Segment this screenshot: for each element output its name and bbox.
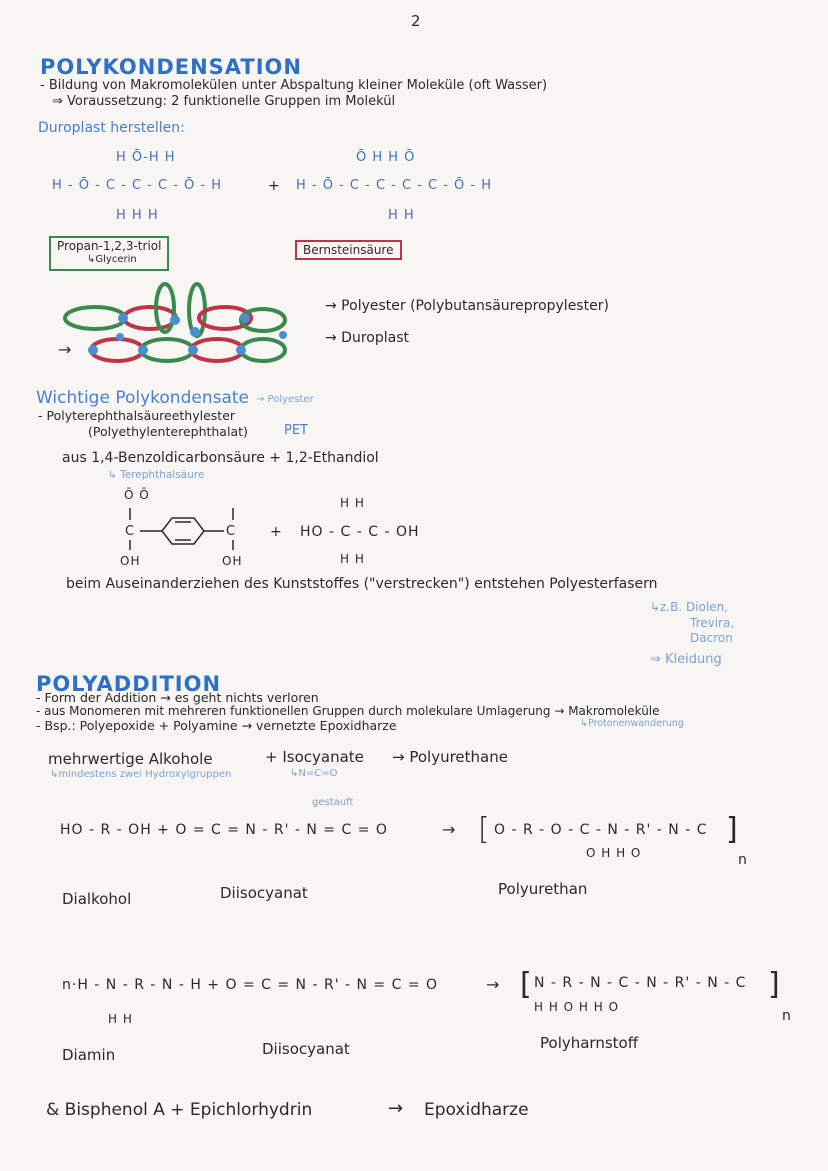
benzene-ring bbox=[120, 500, 250, 560]
heading-polykondensation: POLYKONDENSATION bbox=[40, 55, 302, 79]
label-diisocyanat-2: Diisocyanat bbox=[262, 1040, 350, 1058]
polyaddition-line2: - aus Monomeren mit mehreren funktionellen Gruppen durch molekulare Umlagerung → Makromoleküle bbox=[36, 704, 660, 718]
bisphenol-line: & Bisphenol A + Epichlorhydrin bbox=[46, 1100, 313, 1120]
polymer-network-illustration bbox=[55, 280, 295, 375]
label-polyharnstoff: Polyharnstoff bbox=[540, 1034, 639, 1052]
bracket-right-1: ] bbox=[726, 812, 739, 847]
terephthalsaeure-note: ↳ Terephthalsäure bbox=[108, 469, 205, 481]
polyesterfasern-line: beim Auseinanderziehen des Kunststoffes ("verstrecken") entstehen Polyesterfasern bbox=[66, 576, 658, 592]
box-propantriol bbox=[49, 236, 169, 271]
duroplast-label: Duroplast herstellen: bbox=[38, 120, 185, 136]
reaction1-product-sub: O H H O bbox=[586, 846, 642, 860]
pet-fullname: - Polyterephthalsäureethylester bbox=[38, 408, 236, 423]
fasern-note-1: ↳z.B. Diolen, bbox=[650, 600, 729, 614]
page-number: 2 bbox=[411, 12, 421, 30]
glycerin-label: ↳Glycerin bbox=[87, 254, 137, 265]
reaction2-reactants: n·H - N - R - N - H + O = C = N - R' - N = C = O bbox=[62, 977, 439, 993]
ethandiol-bottom: H H bbox=[340, 552, 365, 566]
reaction2-reactants-sub: H H bbox=[108, 1012, 133, 1026]
label-polyurethan: Polyurethan bbox=[498, 880, 588, 898]
box-bernsteinsaeure: Bernsteinsäure bbox=[295, 240, 402, 260]
tere-oh-right: OH bbox=[222, 554, 243, 568]
result-polyester: → Polyester (Polybutansäurepropylester) bbox=[325, 298, 609, 314]
label-diisocyanat-1: Diisocyanat bbox=[220, 884, 308, 902]
bracket-right-2: ] bbox=[768, 967, 781, 1002]
heading-polykondensate: Wichtige Polykondensate bbox=[36, 388, 249, 408]
polyaddition-line3: - Bsp.: Polyepoxide + Polyamine → vernetzte Epoxidharze bbox=[36, 718, 397, 733]
propantriol-label: Propan-1,2,3-triol bbox=[57, 239, 162, 253]
eq-isocyanate-note: ↳N=C=O bbox=[290, 768, 338, 779]
bracket-left-1: [ bbox=[478, 812, 491, 847]
polyaddition-line1: - Form der Addition → es geht nichts verloren bbox=[36, 690, 319, 705]
ethandiol-top: H H bbox=[340, 496, 365, 510]
fasern-note-3: Dacron bbox=[690, 631, 733, 645]
pet-abbreviation: PET bbox=[284, 423, 308, 438]
bisphenol-arrow: → bbox=[388, 1098, 404, 1119]
bernstein-formula: H - Ō - C - C - C - C - Ō - H bbox=[296, 178, 493, 193]
plus-sign-2: + bbox=[270, 524, 283, 540]
reaction2-product: N - R - N - C - N - R' - N - C bbox=[534, 975, 747, 991]
reaction2-arrow: → bbox=[486, 975, 501, 994]
tere-top: Ō Ō bbox=[124, 488, 150, 502]
aus-line: aus 1,4-Benzoldicarbonsäure + 1,2-Ethandiol bbox=[62, 450, 379, 466]
reaction1-reactants: HO - R - OH + O = C = N - R' - N = C = O bbox=[60, 822, 388, 838]
glycerin-formula: H - Ō - C - C - C - Ō - H bbox=[52, 178, 222, 193]
eq-mehrwertige-alkohole: mehrwertige Alkohole bbox=[48, 750, 213, 768]
plus-sign: + bbox=[268, 178, 281, 194]
result-duroplast: → Duroplast bbox=[325, 330, 409, 346]
pet-subname: (Polyethylenterephthalat) bbox=[88, 424, 248, 439]
fasern-note-2: Trevira, bbox=[690, 616, 735, 630]
reaction1-product: O - R - O - C - N - R' - N - C bbox=[494, 822, 708, 838]
arrow-left: → bbox=[58, 340, 73, 359]
polykondensation-line2: ⇒ Voraussetzung: 2 funktionelle Gruppen im Molekül bbox=[52, 94, 396, 109]
reaction2-n: n bbox=[782, 1008, 792, 1024]
eq-polyurethane: → Polyurethane bbox=[392, 748, 508, 766]
gestauft-note: gestauft bbox=[312, 797, 354, 808]
epoxidharze-result: Epoxidharze bbox=[424, 1100, 529, 1120]
bernstein-top: Ō H H Ō bbox=[356, 150, 416, 165]
polykondensation-line1: - Bildung von Makromolekülen unter Abspaltung kleiner Moleküle (oft Wasser) bbox=[40, 78, 548, 93]
ethandiol-formula: HO - C - C - OH bbox=[300, 524, 420, 540]
kleidung-note: ⇒ Kleidung bbox=[650, 652, 722, 667]
bernstein-bottom: H H bbox=[388, 208, 415, 223]
eq-alkohole-note: ↳mindestens zwei Hydroxylgruppen bbox=[50, 769, 232, 780]
reaction1-n: n bbox=[738, 852, 748, 868]
tere-c-left: C bbox=[125, 524, 136, 539]
glycerin-bottom: H H H bbox=[116, 208, 159, 223]
protonenwanderung-note: ↳Protonenwanderung bbox=[580, 718, 684, 729]
reaction2-product-sub: H H O H H O bbox=[534, 1000, 620, 1014]
label-diamin: Diamin bbox=[62, 1046, 116, 1064]
tere-oh-left: OH bbox=[120, 554, 141, 568]
eq-isocyanate: + Isocyanate bbox=[265, 748, 364, 766]
reaction1-arrow: → bbox=[442, 820, 457, 839]
polyester-note: → Polyester bbox=[256, 394, 314, 405]
glycerin-top: H Ō-H H bbox=[116, 150, 176, 165]
heading-polyaddition: POLYADDITION bbox=[36, 672, 222, 696]
bracket-left-2: [ bbox=[520, 967, 533, 1002]
label-dialkohol: Dialkohol bbox=[62, 890, 132, 908]
tere-c-right: C bbox=[226, 524, 237, 539]
